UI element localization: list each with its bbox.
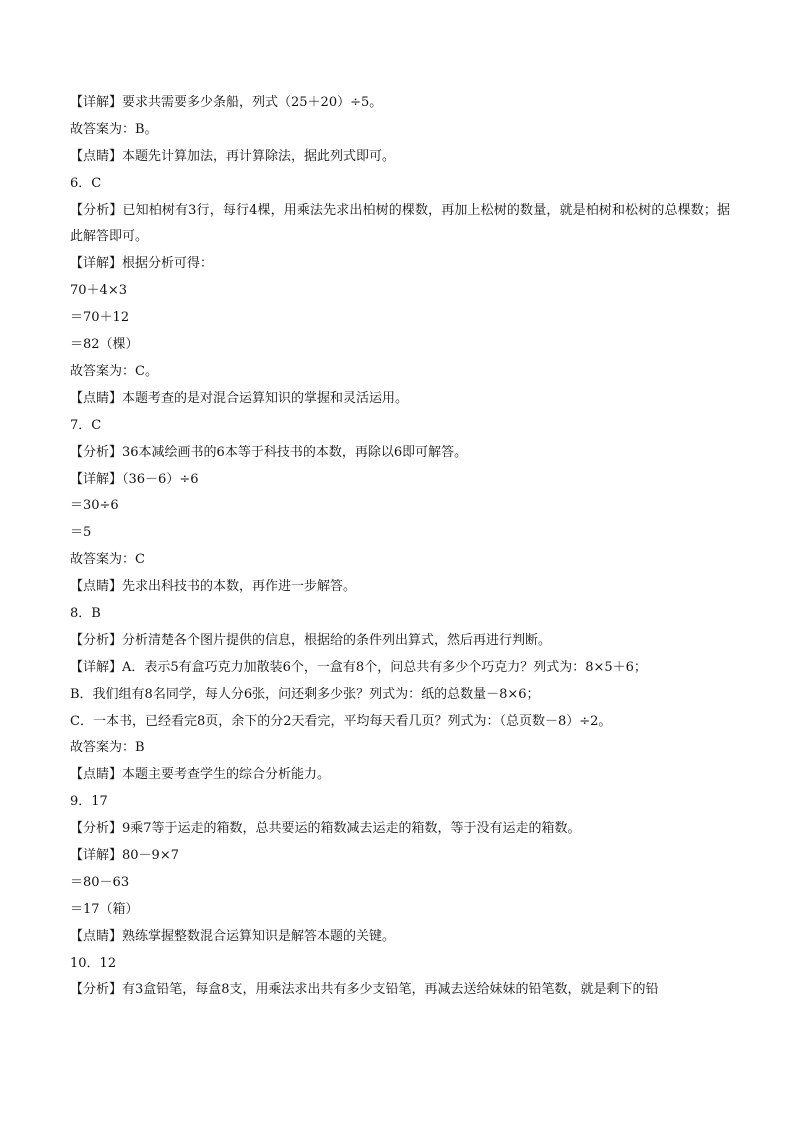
text-line: 【分析】有3盒铅笔，每盒8支，用乘法求出共有多少支铅笔，再减去送给妹妹的铅笔数，就是剩下的铅 [70,982,659,998]
text-line: 【分析】分析清楚各个图片提供的信息，根据给的条件列出算式，然后再进行判断。 [70,632,552,648]
text-line: 故答案为：B。 [70,121,158,137]
text-line: 【分析】36本减绘画书的6本等于科技书的本数，再除以6即可解答。 [70,444,468,460]
text-line: 故答案为：C [70,552,145,568]
text-line: 故答案为：C。 [70,363,158,379]
formula-line: 【详解】80－9×7 [70,847,179,863]
question-number: 10．12 [70,955,117,971]
text-line: 【分析】9乘7等于运走的箱数，总共要运的箱数减去运走的箱数，等于没有运走的箱数。 [70,821,581,837]
question-number: 9．17 [70,794,108,810]
formula-line: ＝70＋12 [70,310,130,326]
formula-line: ＝5 [70,525,92,541]
text-line: 【点睛】本题先计算加法，再计算除法，据此列式即可。 [70,148,396,164]
text-line: B．我们组有8名同学，每人分6张，问还剩多少张？列式为：纸的总数量－8×6； [70,686,540,702]
text-line: 【点睛】本题考查的是对混合运算知识的掌握和灵活运用。 [70,390,409,406]
text-line: 【详解】A．表示5有盒巧克力加散装6个，一盒有8个，问总共有多少个巧克力？列式为：8×5＋6； [70,659,647,675]
text-line: 【详解】要求共需要多少条船，列式（25＋20）÷5。 [70,95,383,110]
formula-line: 70＋4×3 [70,283,127,299]
question-number: 8．B [70,605,101,621]
text-line: 故答案为：B [70,740,145,756]
formula-line: ＝80－63 [70,874,130,890]
text-line: 【点睛】先求出科技书的本数，再作进一步解答。 [70,579,357,595]
question-number: 7．C [70,417,102,433]
answer-explanations [70,90,730,1004]
text-line: 【详解】根据分析可得： [70,256,214,272]
formula-line: 【详解】（36－6）÷6 [70,471,199,487]
formula-line: ＝17（箱） [70,901,139,917]
text-line: 【分析】已知柏树有3行，每行4棵，用乘法先求出柏树的棵数，再加上松树的数量，就是柏树和松树的总棵数；据此解答即可。 [70,202,730,245]
text-line: 【点睛】熟练掌握整数混合运算知识是解答本题的关键。 [70,928,396,944]
question-number: 6．C [70,175,102,191]
text-line: 【点睛】本题主要考查学生的综合分析能力。 [70,767,331,783]
text-line: C．一本书，已经看完8页，余下的分2天看完，平均每天看几页？列式为：（总页数－8）÷2。 [70,713,612,729]
formula-line: ＝82（棵） [70,337,139,353]
formula-line: ＝30÷6 [70,498,119,514]
